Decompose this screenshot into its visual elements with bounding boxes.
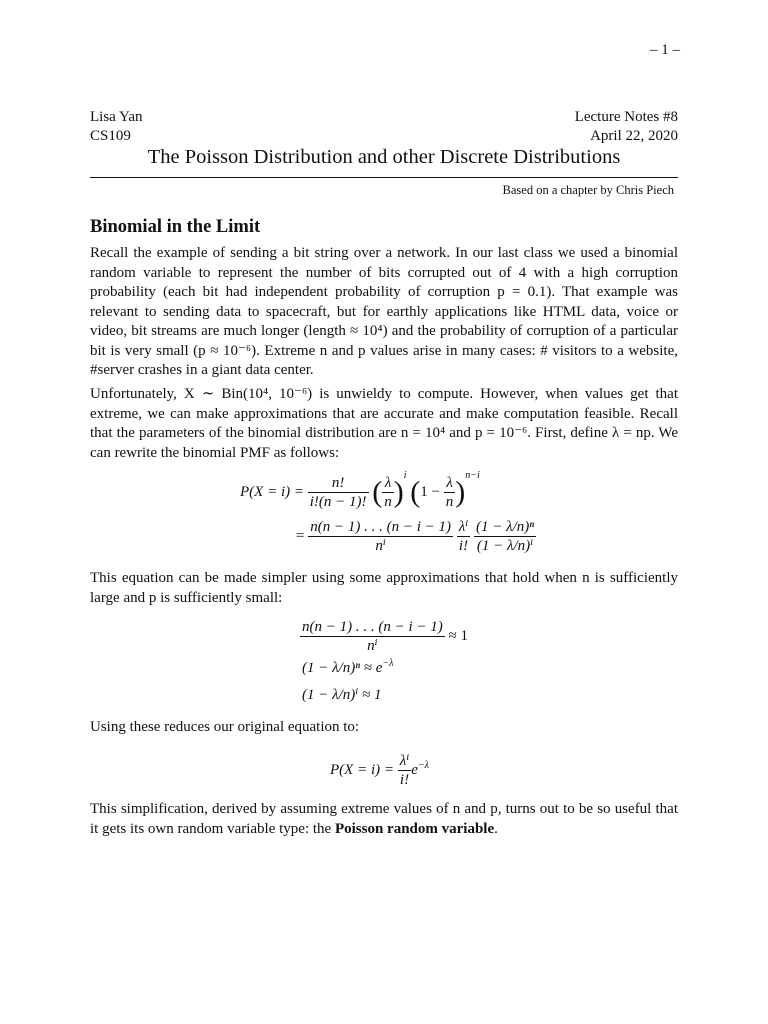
eq2-fraction-1: $\frac{n(n - 1) . . . (n - i - 1)}{\text{nⁱ}}$ xyxy=(310,519,451,554)
page-number: – 1 – xyxy=(650,42,680,58)
attribution: Based on a chapter by Chris Piech xyxy=(502,183,674,197)
lecture-date: April 22, 2020 xyxy=(590,128,678,144)
approximation-1: $\frac{n(n - 1) . . . (n - i - 1)}{\text{nⁱ}}$ ≈ 1 xyxy=(302,619,468,654)
section-heading: Binomial in the Limit xyxy=(90,217,261,237)
paragraph-2: Unfortunately, X ∼ Bin(10⁴, 10⁻⁶) is unwieldy to compute. However, when values get that extreme, we can make approximations that are accurate and make computation feasible. Recall that the parameters of the binomial distribution are n = 10⁴ and p = 10⁻⁶. First, define λ = np. We can rewrite the binomial PMF as follows: xyxy=(90,386,678,461)
poisson-term: Poisson random variable xyxy=(334,820,495,837)
binomial-pmf-rewritten: = $\frac{n(n - 1) . . . (n - i - 1)}{\text{nⁱ}}$ $\frac{\text{λⁱ}}{i!}$ $\frac{\text{(1 − λ/n)ⁿ}}{\text{(1 − λ/n)ⁱ}}$ xyxy=(296,519,535,554)
approximation-2: $(1 - \lambda/n)^n \approx e^{-\lambda}$ xyxy=(302,658,394,676)
eq1-fraction-2: $\frac{\lambda}{n}$ xyxy=(384,475,392,510)
header-left xyxy=(90,108,143,146)
title-rule xyxy=(90,177,678,178)
paragraph-1: Recall the example of sending a bit string over a network. In our last class we used a binomial random variable to represent the number of bits corrupted out of 4 with a high corruption probability (each bit had independent probability of corruption p = 0.1). That example was relevant to sending data to spacecraft, but for earthly applications like HTML data, voice or video, bit streams are much longer (length ≈ 10⁴) and the probability of corruption of a particular bit is very small (p ≈ 10⁻⁶). Extreme n and p values arise in many cases: # visitors to a website, #server crashes in a giant data center. xyxy=(90,245,678,378)
paragraph-3: This equation can be made simpler using some approximations that hold when n is sufficiently large and p is sufficiently small: xyxy=(90,570,678,606)
poisson-pmf-equation: P(X = i) = $\frac{\text{λⁱ}}{i!}$ $e^{-\lambda}$ xyxy=(330,753,430,788)
eq1-lhs: P(X = i) = xyxy=(240,484,304,500)
header-right xyxy=(575,108,678,146)
eq2-fraction-2: $\frac{\text{λⁱ}}{i!}$ xyxy=(458,519,469,554)
approximation-3: (1 − λ/n)ⁱ ≈ 1 xyxy=(302,687,382,703)
author-name: Lisa Yan xyxy=(90,109,143,125)
binomial-pmf-equation: P(X = i) = $\frac{n!}{i!(n - 1)!}$ ( $\frac{\lambda}{n}$ )$^i$ (1 − $\frac{\lambda}{n}$ )$^{n-i}$ xyxy=(240,469,480,510)
paragraph-4: Using these reduces our original equation to: xyxy=(90,719,360,735)
document-title: The Poisson Distribution and other Discrete Distributions xyxy=(147,146,621,168)
eq1-fraction-1: $\frac{n!}{i!(n - 1)!}$ xyxy=(309,475,367,510)
eq2-fraction-3: $\frac{\text{(1 − λ/n)ⁿ}}{\text{(1 − λ/n)ⁱ}}$ xyxy=(476,519,535,554)
course-code: CS109 xyxy=(90,128,131,144)
paragraph-5: This simplification, derived by assuming extreme values of n and p, turns out to be so useful that it gets its own random variable type: the Poisson random variable. xyxy=(90,801,678,837)
lecture-notes-number: Lecture Notes #8 xyxy=(574,109,678,125)
eq1-fraction-3: $\frac{\lambda}{n}$ xyxy=(445,475,454,510)
